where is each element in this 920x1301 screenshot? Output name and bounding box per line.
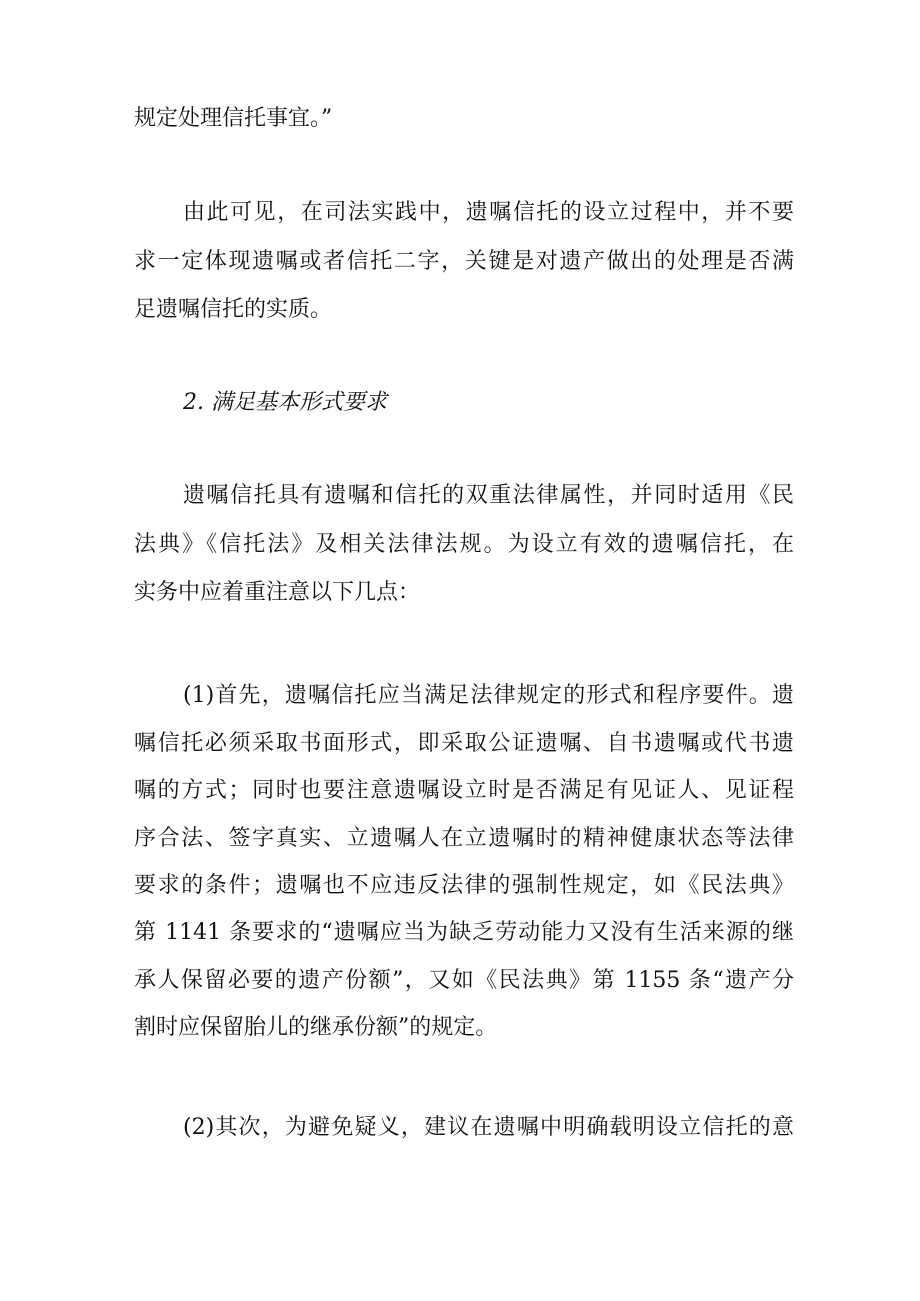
- paragraph-line: 嘱信托必须采取书面形式，即采取公证遗嘱、自书遗嘱或代书遗: [134, 731, 794, 756]
- paragraph-line: 足遗嘱信托的实质。: [134, 297, 333, 322]
- paragraph-line: 割时应保留胎儿的继承份额”的规定。: [134, 1015, 498, 1040]
- paragraph-line: (2)其次，为避免疑义，建议在遗嘱中明确载明设立信托的意: [183, 1115, 794, 1140]
- paragraph-line: 由此可见，在司法实践中，遗嘱信托的设立过程中，并不要: [183, 200, 794, 225]
- paragraph-line: 遗嘱信托具有遗嘱和信托的双重法律属性，并同时适用《民: [183, 483, 794, 508]
- paragraph-line: 嘱的方式；同时也要注意遗嘱设立时是否满足有见证人、见证程: [134, 778, 794, 803]
- paragraph-line: 求一定体现遗嘱或者信托二字，关键是对遗产做出的处理是否满: [134, 249, 794, 274]
- paragraph-line: 法典》《信托法》及相关法律法规。为设立有效的遗嘱信托，在: [134, 532, 794, 557]
- paragraph-line: 序合法、签字真实、立遗嘱人在立遗嘱时的精神健康状态等法律: [134, 826, 794, 851]
- paragraph-line: 实务中应着重注意以下几点：: [134, 580, 421, 605]
- paragraph-line: 承人保留必要的遗产份额”，又如《民法典》第 1155 条“遗产分: [134, 968, 794, 993]
- paragraph-line: (1)首先，遗嘱信托应当满足法律规定的形式和程序要件。遗: [183, 683, 794, 708]
- paragraph-line: 第 1141 条要求的“遗嘱应当为缺乏劳动能力又没有生活来源的继: [134, 920, 794, 945]
- section-heading: 2. 满足基本形式要求: [183, 390, 387, 415]
- paragraph-line: 规定处理信托事宜。”: [134, 106, 333, 131]
- paragraph-line: 要求的条件；遗嘱也不应违反法律的强制性规定，如《民法典》: [134, 873, 794, 898]
